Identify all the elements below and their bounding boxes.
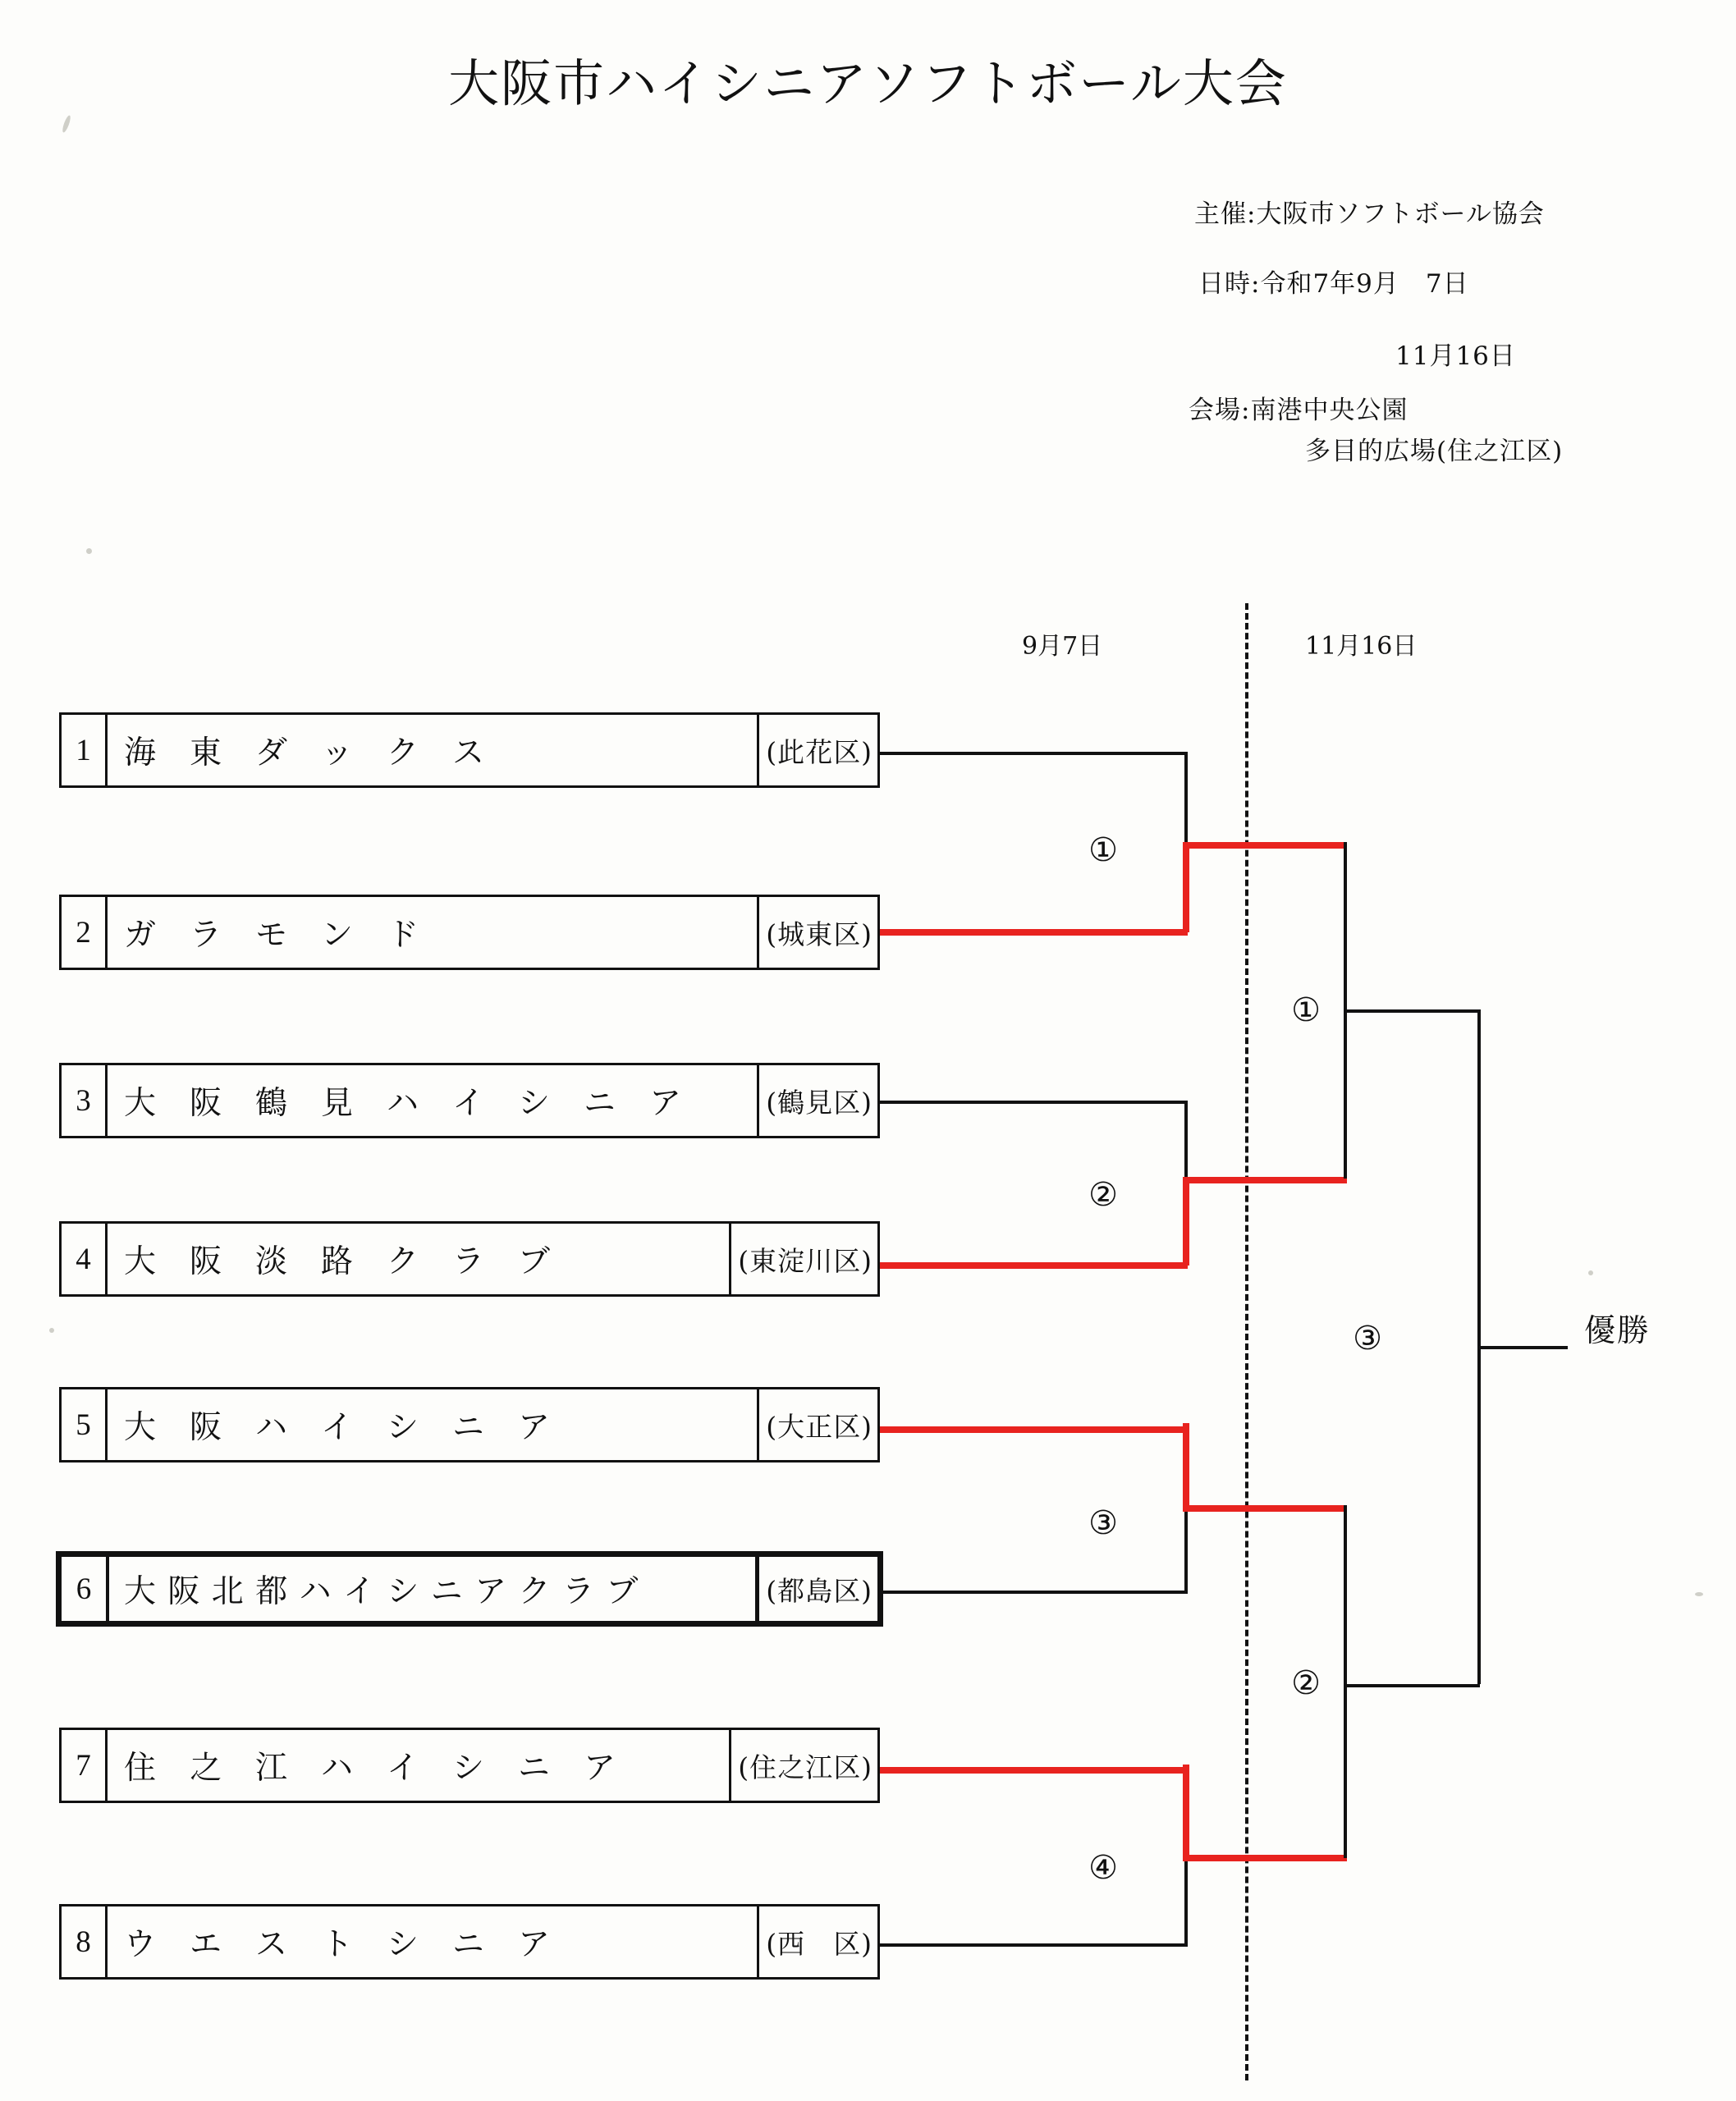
bracket-line-champion (1477, 1346, 1568, 1349)
team-row-2[interactable] (59, 895, 880, 970)
game-number-2: ② (1088, 1176, 1118, 1214)
team-name: 大 阪 北 都 ハ イ シ ニ ア ク ラ ブ (124, 1573, 639, 1610)
game-number-semi-2: ② (1291, 1664, 1321, 1702)
round-label-1: 9月7日 (1022, 632, 1103, 661)
team-name: 海 東 ダ ッ ク ス (124, 735, 486, 771)
champion-label: 優勝 (1584, 1312, 1651, 1348)
team-row-6[interactable] (56, 1551, 883, 1627)
seed-number: 6 (62, 1557, 109, 1621)
team-ward: (大正区) (757, 1389, 877, 1460)
team-ward: (西 区) (757, 1906, 877, 1977)
seed-number: 2 (62, 897, 108, 968)
bracket-line-t7-win (880, 1767, 1188, 1774)
bracket-line-t5-win (880, 1426, 1188, 1433)
team-name: 大 阪 淡 路 ク ラ ブ (124, 1243, 552, 1280)
team-row-7[interactable] (59, 1728, 880, 1803)
bracket-line-g4-out (1183, 1855, 1347, 1861)
page-title: 大阪市ハイシニアソフトボール大会 (448, 53, 1288, 113)
seed-number: 3 (62, 1065, 108, 1136)
meta-date: 日時:令和7年9月 7日 (1198, 269, 1469, 299)
meta-host: 主催:大阪市ソフトボール協会 (1194, 199, 1545, 229)
team-ward: (城東区) (757, 897, 877, 968)
game-number-semi-1: ① (1291, 991, 1321, 1029)
meta-venue: 会場:南港中央公園 (1189, 396, 1408, 425)
scan-speck (61, 115, 71, 134)
team-ward: (住之江区) (729, 1730, 877, 1801)
bracket-join-semi2 (1344, 1505, 1347, 1858)
team-row-5[interactable] (59, 1387, 880, 1462)
bracket-join-g4-win (1183, 1765, 1189, 1858)
bracket-line-g3-out (1183, 1505, 1347, 1512)
team-name: ガ ラ モ ン ド (124, 917, 420, 954)
team-row-4[interactable] (59, 1221, 880, 1297)
scan-speck (86, 548, 92, 554)
game-number-1: ① (1088, 831, 1118, 869)
bracket-join-g3-win (1183, 1423, 1189, 1508)
bracket-join-g2-win (1183, 1180, 1189, 1266)
team-row-8[interactable] (59, 1904, 880, 1980)
bracket-line-semi2-out (1344, 1684, 1480, 1687)
bracket-line-semi1-out (1344, 1009, 1480, 1013)
bracket-line-t4-win (880, 1262, 1188, 1269)
game-number-3: ③ (1088, 1504, 1118, 1542)
meta-date-2: 11月16日 (1395, 341, 1516, 371)
bracket-line-t2-win (880, 929, 1188, 936)
team-name: 住 之 江 ハ イ シ ニ ア (124, 1750, 617, 1787)
seed-number: 5 (62, 1389, 108, 1460)
team-ward: (鶴見区) (757, 1065, 877, 1136)
bracket-line-t3 (880, 1101, 1188, 1104)
team-name: 大 阪 鶴 見 ハ イ シ ニ ア (124, 1085, 683, 1122)
scan-speck (1695, 1592, 1703, 1596)
team-row-3[interactable] (59, 1063, 880, 1138)
bracket-line-g1-out (1183, 842, 1347, 849)
bracket-line-t1 (880, 752, 1188, 755)
team-row-1[interactable] (59, 712, 880, 788)
seed-number: 7 (62, 1730, 108, 1801)
meta-venue-2: 多目的広場(住之江区) (1305, 437, 1564, 466)
scan-speck (49, 1328, 54, 1333)
game-number-4: ④ (1088, 1849, 1118, 1887)
scan-speck (1588, 1270, 1593, 1275)
team-name: 大 阪 ハ イ シ ニ ア (124, 1409, 552, 1446)
team-name: ウ エ ス ト シ ニ ア (124, 1926, 552, 1963)
bracket-line-g2-out (1183, 1177, 1347, 1183)
bracket-line-t6 (880, 1591, 1188, 1594)
seed-number: 8 (62, 1906, 108, 1977)
team-ward: (都島区) (755, 1557, 877, 1621)
seed-number: 4 (62, 1224, 108, 1294)
seed-number: 1 (62, 715, 108, 785)
team-ward: (東淀川区) (729, 1224, 877, 1294)
round-label-2: 11月16日 (1305, 632, 1418, 661)
bracket-line-t8 (880, 1943, 1188, 1947)
game-number-final: ③ (1353, 1320, 1382, 1357)
team-ward: (此花区) (757, 715, 877, 785)
bracket-join-g1-win (1183, 845, 1189, 932)
